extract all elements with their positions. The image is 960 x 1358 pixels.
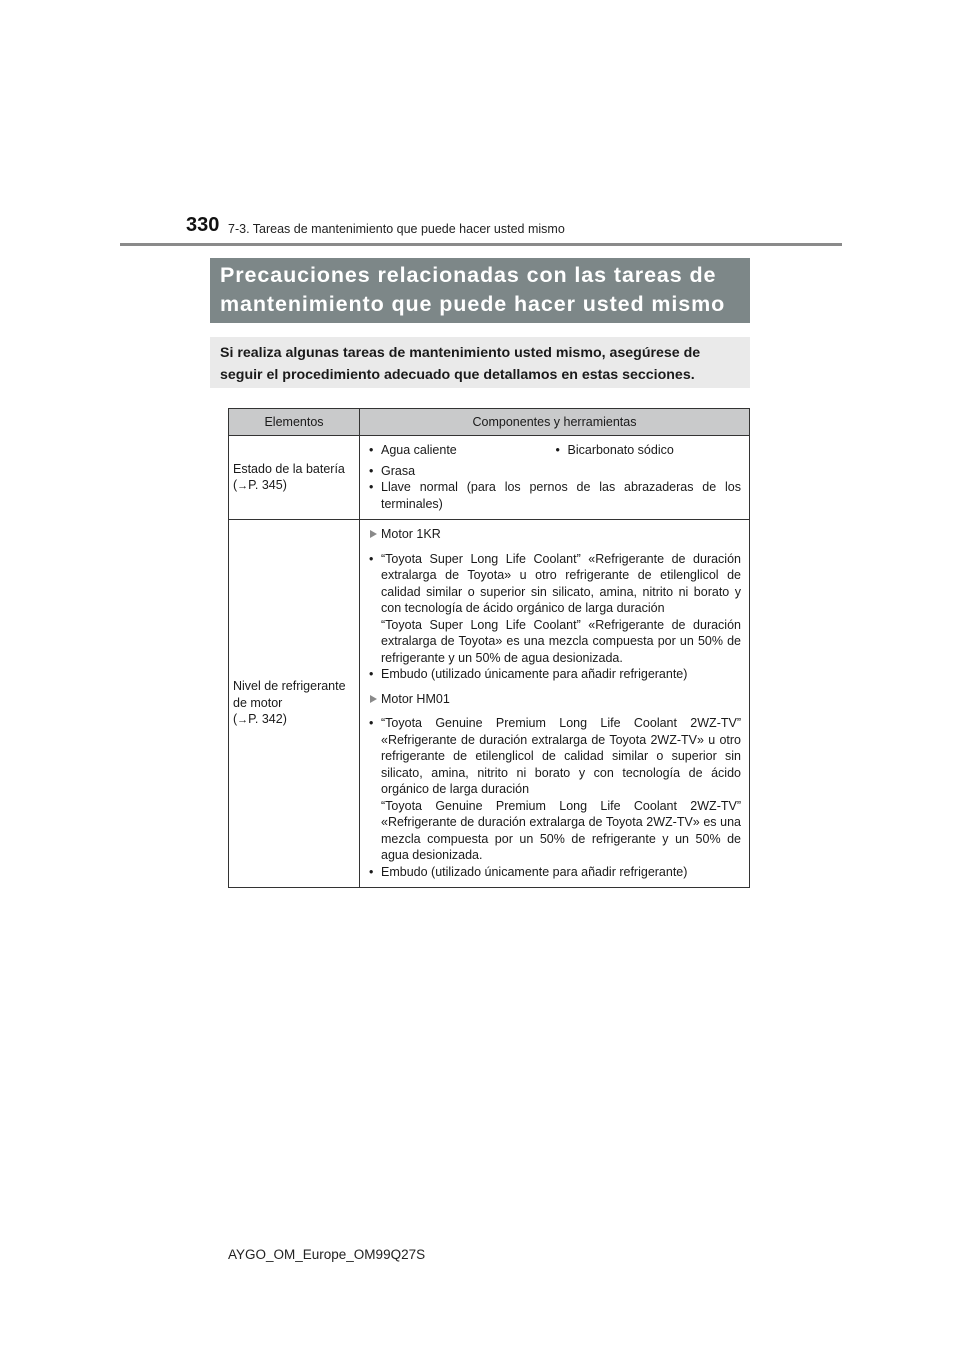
arrow-right-icon: →: [237, 480, 249, 492]
coolant-ref-link[interactable]: P. 342): [248, 712, 287, 727]
section-title-box: [210, 258, 750, 323]
battery-page-ref: (→P. 345): [233, 478, 287, 492]
arrow-right-icon: →: [237, 714, 249, 727]
coolant-spec-text: • “Toyota Super Long Life Coolant” «Refrigerante de duración extralarga de Toyota» u otro refrigerante de etilenglicol de calidad similar o superior sin silicato, amina, nitrito ni borato y con tecnología de ácido orgánico de larga duración: [381, 551, 741, 615]
column-header-elementos: Elementos: [229, 409, 360, 436]
list-item: • Bicarbonato sódico: [555, 442, 742, 459]
coolant-items-cell: [360, 520, 750, 888]
triangle-marker-icon: [370, 695, 377, 703]
column-header-componentes: Componentes y herramientas: [360, 409, 750, 436]
coolant-mix-text: “Toyota Genuine Premium Long Life Coolant 2WZ-TV” «Refrigerante de duración extralarga de Toyota 2WZ-TV» es una mezcla compuesta por un 50% de refrigerante y un 50% de agua desionizada.: [381, 798, 741, 862]
battery-ref-link[interactable]: P. 345): [248, 478, 287, 492]
page-number: 330: [186, 214, 220, 236]
running-header: 7-3. Tareas de mantenimiento que puede hacer usted mismo: [228, 222, 565, 236]
maintenance-table: [228, 408, 750, 888]
document-footer: AYGO_OM_Europe_OM99Q27S: [228, 1247, 426, 1262]
section-title-line: Precauciones relacionadas con las tareas de: [220, 263, 717, 287]
intro-line: seguir el procedimiento adecuado que detallamos en estas secciones.: [220, 367, 695, 383]
triangle-marker-icon: [370, 530, 377, 538]
coolant-mix-text: “Toyota Super Long Life Coolant” «Refrigerante de duración extralarga de Toyota» es una mezcla compuesta por un 50% de refrigerante y un 50% de agua desionizada.: [381, 617, 741, 665]
list-item: • Grasa: [368, 463, 741, 480]
list-item: • Llave normal (para los pernos de las abrazaderas de los terminales): [368, 479, 741, 512]
engine-name: Motor HM01: [381, 691, 450, 706]
list-item: • Embudo (utilizado únicamente para añadir refrigerante): [368, 666, 741, 683]
list-item: [368, 551, 741, 667]
header-rule: [120, 243, 842, 246]
intro-box: [210, 337, 750, 388]
battery-items-row: [368, 442, 741, 459]
table-row-battery: [229, 436, 750, 520]
coolant-spec-text: • “Toyota Genuine Premium Long Life Coolant 2WZ-TV” «Refrigerante de duración extralarga de Toyota 2WZ-TV» u otro refrigerante de etilenglicol de calidad similar o superior sin silicato, amina, nitrito ni borato y con tecnología de ácido orgánico de larga duración: [381, 716, 741, 796]
engine-1kr-heading: [368, 526, 741, 543]
engine-hm01-heading: [368, 691, 741, 708]
battery-items-cell: [360, 436, 750, 520]
list-item: [368, 715, 741, 864]
intro-line: Si realiza algunas tareas de mantenimiento usted mismo, asegúrese de: [220, 345, 701, 361]
battery-label-cell: [229, 436, 360, 520]
section-title-line: mantenimiento que puede hacer usted mismo: [220, 292, 726, 316]
table-header-row: [229, 409, 750, 436]
battery-label: Estado de la batería: [233, 461, 345, 476]
coolant-label-cell: [229, 520, 360, 888]
coolant-label: de motor: [233, 695, 283, 710]
coolant-label: Nivel de refrigerante: [233, 679, 346, 694]
list-item: • Embudo (utilizado únicamente para añadir refrigerante): [368, 864, 741, 881]
coolant-page-ref: (→P. 342): [233, 712, 287, 727]
engine-name: Motor 1KR: [381, 527, 441, 541]
list-item: • Agua caliente: [368, 442, 555, 459]
table-row-coolant: [229, 520, 750, 888]
